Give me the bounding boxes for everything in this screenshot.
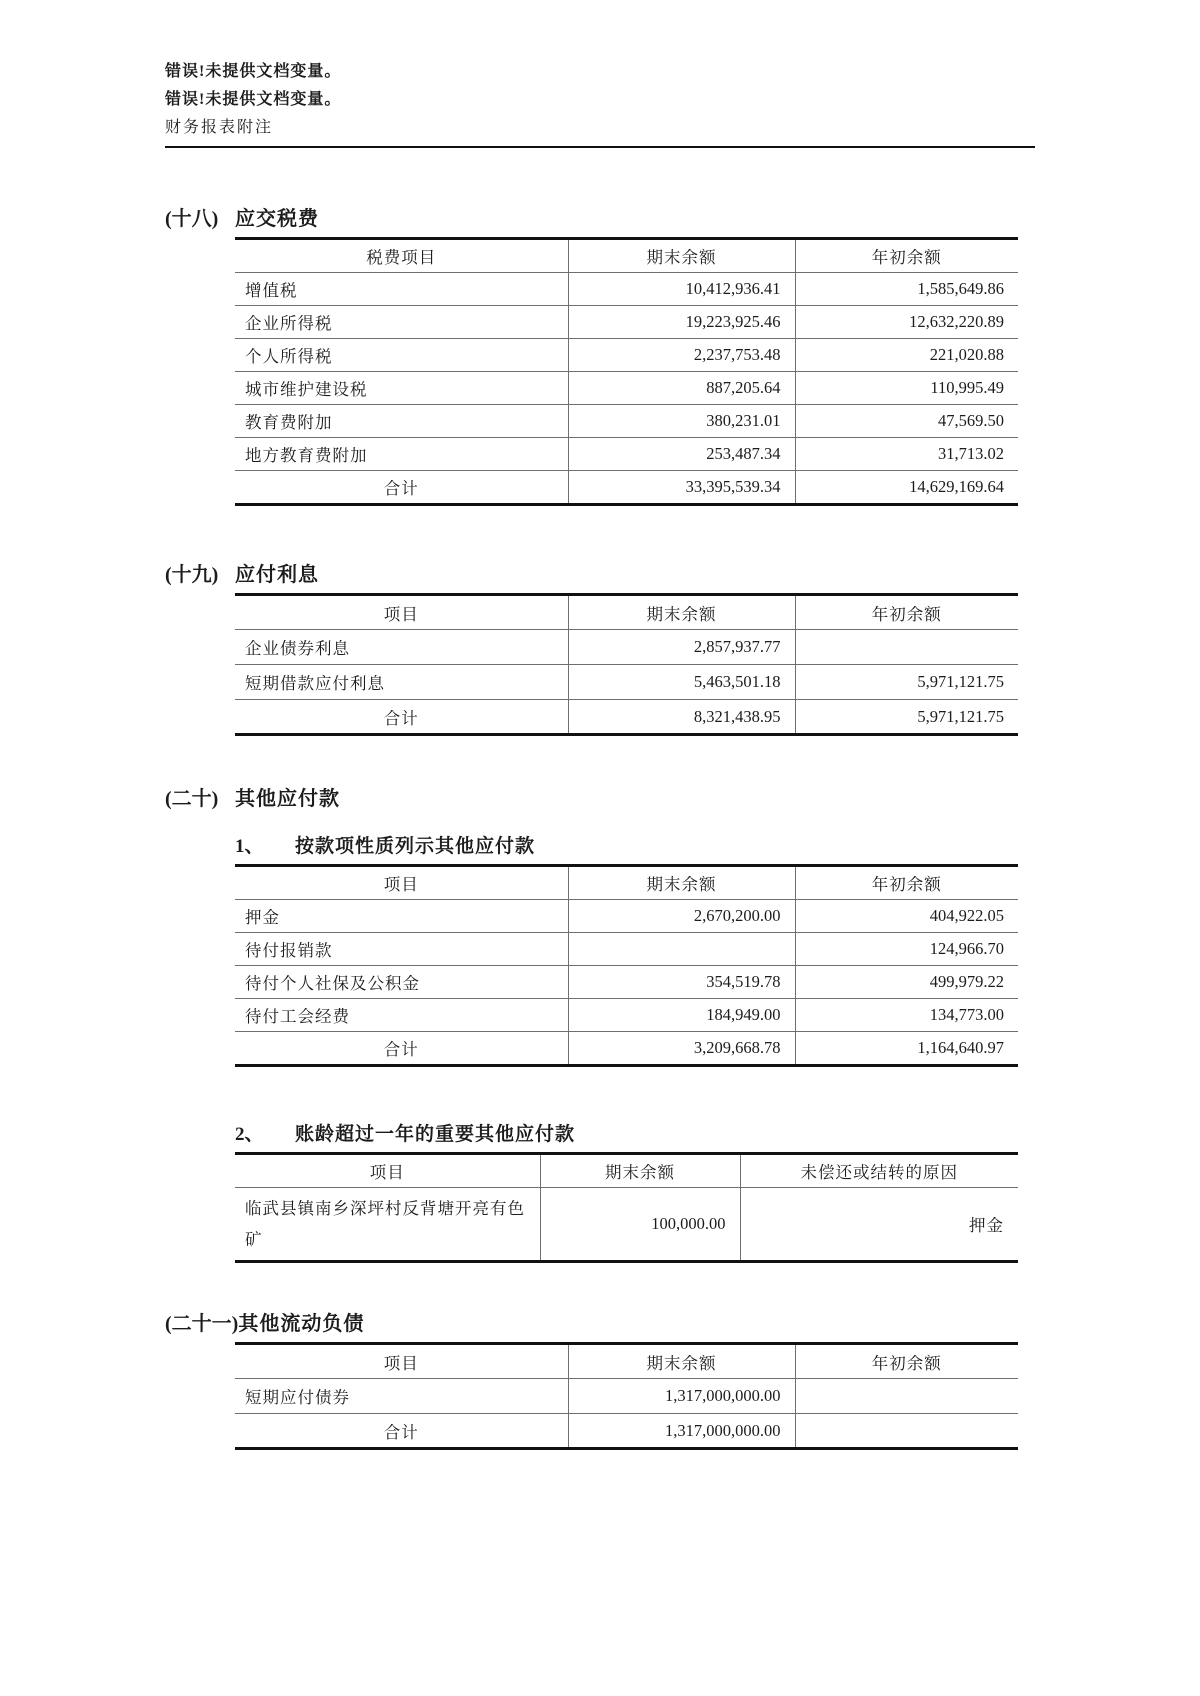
- total-value: [795, 1414, 1018, 1449]
- taxes-payable-table: [235, 237, 1018, 506]
- column-header: 项目: [235, 1344, 568, 1379]
- section-title: 其他流动负债: [238, 1313, 365, 1335]
- column-header: 期末余额: [540, 1154, 740, 1188]
- column-header: 年初余额: [795, 1344, 1018, 1379]
- item-value: 221,020.88: [795, 339, 1018, 372]
- table-row: [235, 665, 1018, 700]
- column-header: 年初余额: [795, 595, 1018, 630]
- section-number: (十九): [165, 564, 219, 586]
- other-payables-by-nature-table: [235, 864, 1018, 1067]
- table-row: [235, 1188, 1018, 1262]
- column-header: 项目: [235, 595, 568, 630]
- doc-variable-error-line-1: 错误!未提供文档变量。: [165, 63, 342, 80]
- item-label: 企业债券利息: [235, 630, 568, 665]
- section-19-heading: [165, 558, 1035, 587]
- item-label: 押金: [235, 900, 568, 933]
- item-value: 1,317,000,000.00: [568, 1379, 795, 1414]
- item-label: 临武县镇南乡深坪村反背塘开亮有色矿: [235, 1188, 540, 1262]
- table-row: [235, 630, 1018, 665]
- column-header: 年初余额: [795, 239, 1018, 273]
- item-value: 100,000.00: [540, 1188, 740, 1262]
- table-header-row: [235, 1344, 1018, 1379]
- section-21-heading: [165, 1307, 1035, 1336]
- table-header-row: [235, 595, 1018, 630]
- item-value: [568, 933, 795, 966]
- column-header: 期末余额: [568, 1344, 795, 1379]
- item-value: 19,223,925.46: [568, 306, 795, 339]
- total-value: 5,971,121.75: [917, 706, 1004, 726]
- total-value: 1,317,000,000.00: [568, 1414, 795, 1449]
- section-20-heading: [165, 782, 1035, 811]
- item-reason: 押金: [740, 1188, 1018, 1262]
- table-row: [235, 900, 1018, 933]
- subsection-number: 1、: [235, 836, 264, 857]
- item-label: 地方教育费附加: [235, 438, 568, 471]
- other-current-liabilities-table: [235, 1342, 1018, 1450]
- column-header: 未偿还或结转的原因: [740, 1154, 1018, 1188]
- subsection-title: 账龄超过一年的重要其他应付款: [295, 1124, 576, 1145]
- item-label: 教育费附加: [235, 405, 568, 438]
- table-row: [235, 306, 1018, 339]
- item-label: 待付报销款: [235, 933, 568, 966]
- section-title: 其他应付款: [235, 788, 340, 810]
- item-value: 110,995.49: [795, 372, 1018, 405]
- total-row: [235, 700, 1018, 735]
- column-header: 项目: [235, 866, 568, 900]
- item-value: 2,670,200.00: [568, 900, 795, 933]
- total-label: 合计: [235, 700, 568, 735]
- item-label: 个人所得税: [235, 339, 568, 372]
- item-value: 2,237,753.48: [568, 339, 795, 372]
- total-value: 1,164,640.97: [917, 1038, 1004, 1057]
- item-value: 404,922.05: [795, 900, 1018, 933]
- total-label: 合计: [235, 471, 568, 505]
- total-value: 33,395,539.34: [568, 471, 795, 505]
- subsection-number: 2、: [235, 1124, 264, 1145]
- column-header: 期末余额: [568, 866, 795, 900]
- item-value: 5,971,121.75: [795, 665, 1018, 700]
- column-header: 税费项目: [235, 239, 568, 273]
- doc-subtitle: 财务报表附注: [165, 119, 274, 136]
- total-row: [235, 1414, 1018, 1449]
- item-value: 134,773.00: [795, 999, 1018, 1032]
- table-row: [235, 405, 1018, 438]
- item-label: 短期借款应付利息: [235, 665, 568, 700]
- item-value: 184,949.00: [568, 999, 795, 1032]
- item-label: 增值税: [235, 273, 568, 306]
- item-value: 47,569.50: [795, 405, 1018, 438]
- header-divider: [165, 146, 1035, 148]
- total-label: 合计: [235, 1032, 568, 1066]
- column-header: 期末余额: [568, 239, 795, 273]
- item-value: 2,857,937.77: [568, 630, 795, 665]
- item-value: 5,463,501.18: [568, 665, 795, 700]
- item-value: 124,966.70: [795, 933, 1018, 966]
- section-title: 应付利息: [235, 564, 319, 586]
- column-header: 项目: [235, 1154, 540, 1188]
- item-value: 380,231.01: [568, 405, 795, 438]
- table-header-row: [235, 239, 1018, 273]
- item-value: 354,519.78: [568, 966, 795, 999]
- item-value: 12,632,220.89: [795, 306, 1018, 339]
- item-value: 499,979.22: [795, 966, 1018, 999]
- item-label: 待付工会经费: [235, 999, 568, 1032]
- table-row: [235, 966, 1018, 999]
- subsection-1-heading: [235, 831, 1035, 858]
- table-header-row: [235, 866, 1018, 900]
- section-number: (二十一): [165, 1313, 239, 1335]
- subsection-title: 按款项性质列示其他应付款: [295, 836, 536, 857]
- item-value: 31,713.02: [795, 438, 1018, 471]
- item-value: [795, 1379, 1018, 1414]
- table-row: [235, 933, 1018, 966]
- interest-payable-table: [235, 593, 1018, 736]
- section-title: 应交税费: [235, 208, 319, 230]
- total-value: 14,629,169.64: [909, 477, 1004, 496]
- section-number: (二十): [165, 788, 219, 810]
- table-row: [235, 438, 1018, 471]
- total-value: 3,209,668.78: [568, 1032, 795, 1066]
- section-18-heading: [165, 202, 1035, 231]
- item-value: 887,205.64: [568, 372, 795, 405]
- table-header-row: [235, 1154, 1018, 1188]
- subsection-2-heading: [235, 1119, 1035, 1146]
- table-row: [235, 372, 1018, 405]
- column-header: 年初余额: [795, 866, 1018, 900]
- item-value: 1,585,649.86: [795, 273, 1018, 306]
- item-label: 城市维护建设税: [235, 372, 568, 405]
- item-label: 待付个人社保及公积金: [235, 966, 568, 999]
- item-label: 短期应付债券: [235, 1379, 568, 1414]
- total-label: 合计: [235, 1414, 568, 1449]
- doc-variable-error-line-2: 错误!未提供文档变量。: [165, 91, 342, 108]
- table-row: [235, 999, 1018, 1032]
- aged-other-payables-table: [235, 1152, 1018, 1263]
- table-row: [235, 339, 1018, 372]
- section-number: (十八): [165, 208, 219, 230]
- item-value: 10,412,936.41: [568, 273, 795, 306]
- table-row: [235, 1379, 1018, 1414]
- total-row: [235, 471, 1018, 505]
- page-header: [165, 58, 1035, 148]
- total-value: 8,321,438.95: [568, 700, 795, 735]
- item-value: [795, 630, 1018, 665]
- item-value: 253,487.34: [568, 438, 795, 471]
- total-row: [235, 1032, 1018, 1066]
- item-label: 企业所得税: [235, 306, 568, 339]
- table-row: [235, 273, 1018, 306]
- column-header: 期末余额: [568, 595, 795, 630]
